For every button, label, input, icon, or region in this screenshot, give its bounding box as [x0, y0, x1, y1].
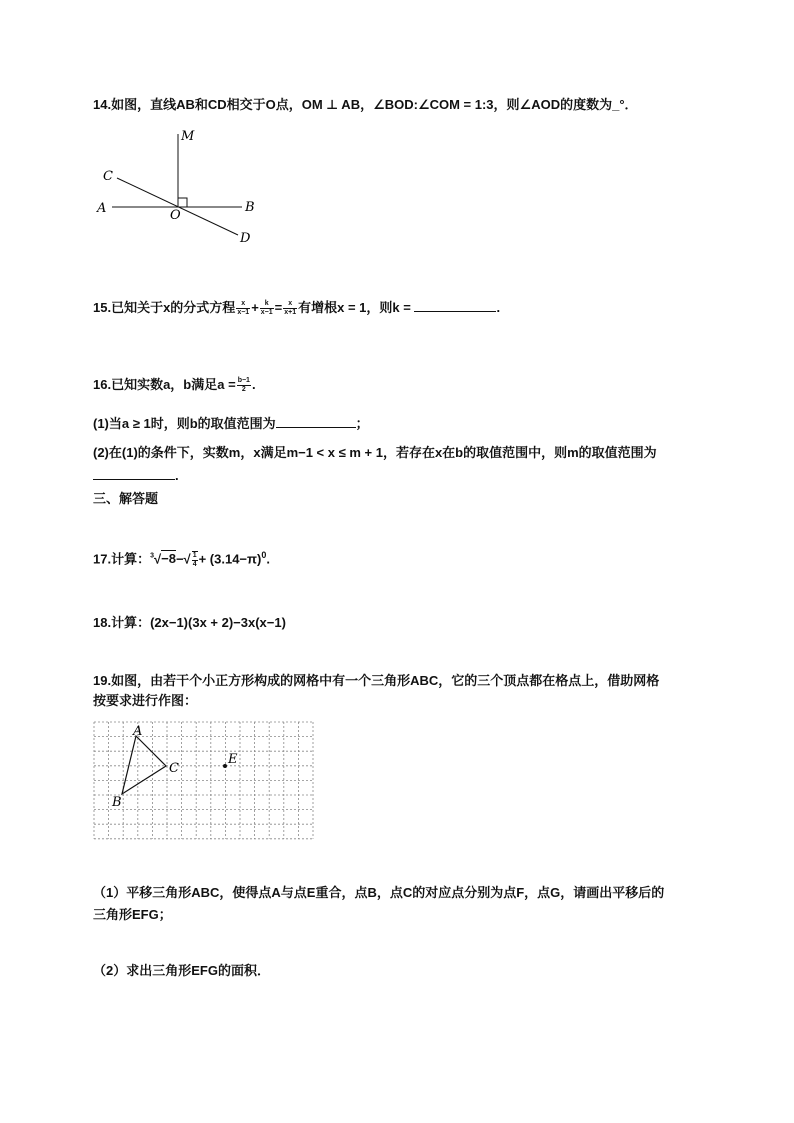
q19-part1-line2: 三角形EFG； — [93, 907, 172, 922]
label-m: M — [181, 129, 195, 144]
label-o: O — [170, 208, 181, 223]
label-b: B — [245, 200, 255, 215]
cube-root-index: 3 — [150, 552, 154, 560]
q16-part2 — [93, 444, 657, 462]
label-c: C — [169, 761, 179, 776]
q18-text: 18.计算：(2x−1)(3x + 2)−3x(x−1) — [93, 615, 286, 630]
q15-prefix: 15.已知关于x的分式方程 — [93, 300, 236, 315]
q17-exponent: 0 — [261, 550, 267, 560]
q14-blank: _ — [612, 97, 620, 112]
q16-prefix: 16.已知实数a，b满足a = — [93, 377, 236, 392]
q14-tail: °． — [619, 97, 638, 112]
q16-part1-text: (1)当a ≥ 1时，则b的取值范围为 — [93, 416, 276, 431]
q16-fraction: $\frac{b-1}{2}$ — [237, 377, 250, 394]
q15-answer-blank — [414, 298, 496, 312]
radical-sign-2: √ — [183, 551, 191, 567]
radical-sign-1: √ — [153, 551, 162, 567]
q16-part1: (1)当a ≥ 1时，则b的取值范围为 ； — [93, 416, 369, 431]
label-a: A — [97, 201, 107, 216]
q15-line: 15.已知关于x的分式方程 $\frac{x}{x-1}$ + $\frac{k}{x-1}$ = $\frac{x}{x+1}$ 有增根x = 1，则k = . — [93, 300, 501, 317]
q15-fraction-3: $\frac{x}{x+1}$ — [284, 300, 297, 317]
radicand-1: −8 — [161, 551, 176, 567]
q17-prefix: 17.计算： — [93, 551, 151, 567]
q17-line: 17.计算：$^3$√−8−√ $\frac{1}{4}$ + $(3.14-\pi)^0$. — [93, 550, 270, 568]
q19-grid-figure — [92, 720, 316, 840]
q14-line — [93, 96, 638, 114]
q15-fraction-2: $\frac{k}{x-1}$ — [260, 300, 273, 317]
q19-part2: （2）求出三角形EFG的面积． — [93, 963, 270, 978]
q15-tail: . — [496, 300, 501, 315]
q16-line: 16.已知实数a，b满足a = $\frac{b-1}{2}$ . — [93, 377, 256, 394]
q16-part2-continuation: . — [93, 466, 179, 485]
q16-part2-text: (2)在(1)的条件下，实数m，x满足m−1 < x ≤ m + 1，若存在x在b的取值范围中，则m的取值范围为 — [93, 445, 657, 460]
q19-line2: 按要求进行作图： — [93, 693, 198, 708]
q16-part2-blank — [93, 466, 175, 480]
label-d: D — [240, 231, 251, 246]
label-a: A — [133, 724, 143, 739]
q14-figure — [90, 122, 270, 252]
q15-suffix: 有增根x = 1，则k = — [298, 300, 411, 315]
q15-fraction-1: $\frac{x}{x-1}$ — [237, 300, 250, 317]
right-angle-mark — [178, 198, 187, 207]
q18-line — [93, 614, 286, 632]
dotted-grid — [94, 722, 313, 839]
q19-part1-line1: （1）平移三角形ABC，使得点A与点E重合，点B，点C的对应点分别为点F，点G，请画出平移后的 — [93, 885, 665, 900]
point-e — [223, 764, 227, 768]
q17-rest: + (3.14−π) — [198, 551, 262, 567]
label-b: B — [112, 795, 122, 810]
q14-text: 14.如图，直线AB和CD相交于O点，OM ⊥ AB，∠BOD:∠COM = 1:3，则∠AOD的度数为 — [93, 97, 613, 112]
label-e: E — [228, 752, 238, 767]
q16-part1-blank — [276, 414, 356, 428]
section-title: 三、解答题 — [93, 491, 159, 506]
label-c: C — [103, 169, 113, 184]
triangle-abc — [122, 736, 166, 794]
sqrt-fraction: $\frac{1}{4}$ — [192, 551, 197, 568]
q19-line1: 19.如图，由若干个小正方形构成的网格中有一个三角形ABC，它的三个顶点都在格点上，借助网格 — [93, 673, 660, 688]
